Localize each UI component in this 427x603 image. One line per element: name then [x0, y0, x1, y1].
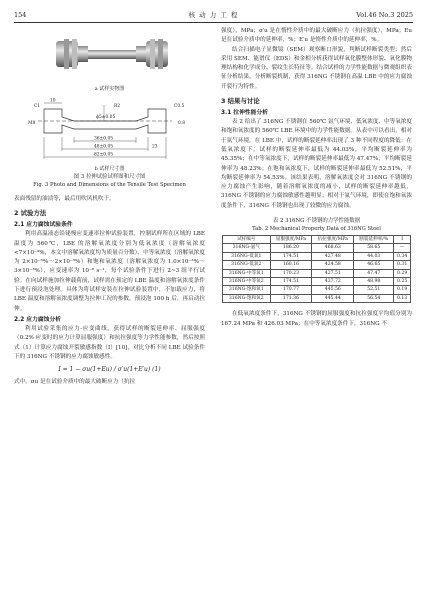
table-header-cell: 断裂延伸率/% [354, 236, 394, 244]
table-cell: 0.19 [394, 286, 411, 294]
header-rule [14, 22, 413, 23]
page-number: 154 [14, 11, 27, 19]
paragraph-continued: 强度），MPa；σ′u 是在惰性介质中的最大破断应力（抗拉强度），MPa；Eu 是在试验介质中的延伸率，%；E′u 是惰性介质中的延伸率，%。 [221, 28, 412, 44]
paragraph-2-2b: 式中，σu 是在试验介质中的最大破断应力（抗拉 [14, 379, 136, 386]
table-header-cell: 试样编号 [223, 236, 271, 244]
table-header-cell: 屈服强度/MPa [270, 236, 312, 244]
table-cell: 56.54 [354, 294, 394, 302]
table-2-caption-en: Tab. 2 Mechanical Property Data of 316NG Steel [252, 226, 381, 233]
dim-c05: C0.5 [174, 104, 185, 109]
dim-36: 36±0.05 [94, 136, 114, 142]
table-cell: 0.31 [394, 261, 411, 269]
specimen-photo-image [14, 27, 205, 85]
table-cell: 171.36 [270, 294, 312, 302]
section-2-2-heading: 2.2 应力腐蚀分析 [14, 316, 62, 323]
figure-3a-caption: a 试样实物图 [94, 86, 125, 92]
table-cell: 427.51 [312, 269, 354, 277]
specimen-drawing [14, 97, 205, 165]
table-cell: 445.44 [312, 294, 354, 302]
table-cell: 316NG-中等氧2 [223, 278, 271, 286]
table-row [223, 294, 411, 302]
table-cell: 186.20 [270, 244, 312, 252]
dim-10: 10 [50, 98, 56, 104]
table-row [223, 269, 411, 277]
table-cell: 427.48 [312, 252, 354, 260]
table-cell: 316NG-饱和氧1 [223, 286, 271, 294]
dim-23: 23 [152, 144, 158, 150]
paragraph-3-1: 表 2 给出了 316NG 不锈钢在 560℃ 氩气环境、低氧浓度、中等氧浓度和饱和氧浓度的 560℃ LBE 环境中的力学性能数据。从表中可以看出，相对于氩气环境，在 LBE 中，试样的断裂延伸率出现了 3 种不同程度的降低：在低氧浓度下，试样的断裂延伸率最低为 44.03%，平均断裂延伸率为 45.35%；在中等氧浓度下，试样的断裂延伸率最低为 47.47%，平均断裂延伸率为 48.23%；在饱和氧浓度下，试样的断裂延伸率最低为 52.51%，平均断裂延伸率为 54.53%。该结果表明，溶解氧浓度会对 316NG 不锈钢的应力腐蚀产生影响，随着溶解氧浓度的减小，试样的断裂延伸率越低，316NG 不锈钢的应力腐蚀敏感性越明显；相对于氩气环境，即使在饱和氧浓度条件下，316NG 不锈钢也出现了较微的应力腐蚀。 [221, 119, 412, 209]
table-cell: 48.98 [354, 278, 394, 286]
journal-title: 核 动 力 工 程 [188, 11, 239, 19]
table-row [223, 244, 411, 252]
table-cell: 0.29 [394, 269, 411, 277]
table-cell: 0.34 [394, 252, 411, 260]
table-header-cell: I [394, 236, 411, 244]
dim-c1: C1 [34, 104, 41, 109]
table-header-row [223, 236, 411, 244]
dim-82: 82±0.05 [94, 152, 114, 158]
paragraph-intro-end: 表面残留的油渍等，最后用吹风机吹干。 [14, 196, 115, 202]
table-cell: 0.25 [394, 278, 411, 286]
table-cell: 58.65 [354, 244, 394, 252]
dim-roughness: 0.8 [178, 121, 185, 126]
table-cell: 174.51 [270, 278, 312, 286]
table-cell: 174.51 [270, 252, 312, 260]
table-cell: 44.03 [354, 252, 394, 260]
table-cell: 170.23 [270, 269, 312, 277]
running-header [14, 9, 413, 21]
table-cell: 52.51 [354, 286, 394, 294]
table-cell: 316NG-饱和氧2 [223, 294, 271, 302]
figure-3-caption-en: Fig. 3 Photo and Dimensions of the Tensile Test Specimen [33, 182, 186, 188]
paragraph-final: 在低氧浓度条件下，316NG 不锈钢的屈服强度和抗拉强度平均值分别为 167.24 MPa 和 426.03 MPa；在中等氧浓度条件下，316NG 不 [221, 311, 412, 327]
table-cell: 445.56 [312, 286, 354, 294]
dim-r2: R2 [114, 104, 121, 109]
table-cell: 437.72 [312, 278, 354, 286]
dimension-drawing [14, 97, 205, 165]
table-cell: 47.47 [354, 269, 394, 277]
equation-1: I = 1 − σu(1+Eu) / σ′u(1+E′u) (1) [58, 366, 161, 374]
right-column [221, 27, 412, 329]
figure-3 [14, 27, 205, 189]
dim-48: 48±0.05 [94, 144, 114, 150]
section-3-heading: 3 结果与讨论 [221, 97, 260, 106]
figure-3-caption-cn: 图 3 拉伸试验试样图和尺寸图 [73, 174, 146, 180]
paragraph-2-1: 利用高温液态铅铋慢应变速率拉伸试验装置，控制试样所在区域的 LBE 温度为 560℃，LBE 的溶解氧浓度分别为低氧浓度（溶解氧浓度<7×10⁻⁹%，本文中溶解氧浓度均为质量百分数）、中等氧浓度（溶解氧浓度为 2×10⁻⁶%～2×10⁻⁵%）和饱和氧浓度（溶解氧浓度为 1.0×10⁻³%～3×10⁻³%），应变速率为 10⁻⁶ s⁻¹，每个试验条件下进行 2~3 组平行试验。在向试样施加拉伸载荷前，试样需在预定的 LBE 温度和溶解氧浓度条件下进行预浸泡处理。具体为将试样安装在拉伸试验装置中，不加载应力，将 LBE 温度和溶解氧浓度调整为拉伸工况的参数，预浸泡 100 h 后，再启动拉伸。 [14, 231, 205, 312]
table-2-caption-cn: 表 2 316NG 不锈钢的力学性能数据 [272, 218, 361, 225]
table-cell: 424.58 [312, 261, 354, 269]
table-header-cell: 抗拉强度/MPa [312, 236, 354, 244]
table-row [223, 278, 411, 286]
table-cell: 170.77 [270, 286, 312, 294]
volume-info: Vol.46 No.3 2025 [356, 11, 413, 19]
table-row [223, 261, 411, 269]
table-cell: 468.63 [312, 244, 354, 252]
section-2-heading: 2 试验方法 [14, 209, 47, 218]
table-cell: 316NG-低氧2 [223, 261, 271, 269]
table-cell: 46.65 [354, 261, 394, 269]
table-cell: 160.16 [270, 261, 312, 269]
table-row [223, 286, 411, 294]
table-row [223, 252, 411, 260]
table-cell: — [394, 244, 411, 252]
left-column [14, 27, 205, 387]
dim-d5: ϕ5±0.05 [96, 115, 116, 120]
table-cell: 316NG-低氧1 [223, 252, 271, 260]
mechanical-property-table [222, 235, 411, 303]
figure-3b-caption: b 试样尺寸图 [94, 166, 125, 172]
specimen-photo [14, 27, 205, 85]
table-cell: 0.13 [394, 294, 411, 302]
section-2-1-heading: 2.1 应力腐蚀试验条件 [14, 222, 73, 229]
paragraph-2-2a: 利用试验采集的应力-应变曲线，获得试样的断裂延伸率、屈服强度（0.2% 应变时的应力计算屈服强度）和抗拉强度等力学性能参数，然后按照式（1）计算应力腐蚀开裂敏感指数（I）[10]，对比分析不同 LBE 试验条件下的 316NG 不锈钢的应力腐蚀敏感性。 [14, 325, 205, 360]
table-cell: 316NG-氩气 [223, 244, 271, 252]
dim-m8: M8 [28, 121, 36, 126]
section-3-1-heading: 3.1 拉伸性能分析 [221, 110, 269, 117]
paragraph-sem: 结合扫描电子显微镜（SEM）观察断口形貌，判断试样断裂类型；然后采用 SEM、能谱仪（EDS）和金相分析获得试样氧化膜整体形貌、氧化膜物理结构和化学成分、裂纹生长特征等。结合试样的力学性能数据与微观组织表征分析结果，分析断裂机制，获得 316NG 不锈钢在高温 LBE 中的应力腐蚀开裂行为特性。 [221, 46, 412, 90]
table-cell: 316NG-中等氧1 [223, 269, 271, 277]
